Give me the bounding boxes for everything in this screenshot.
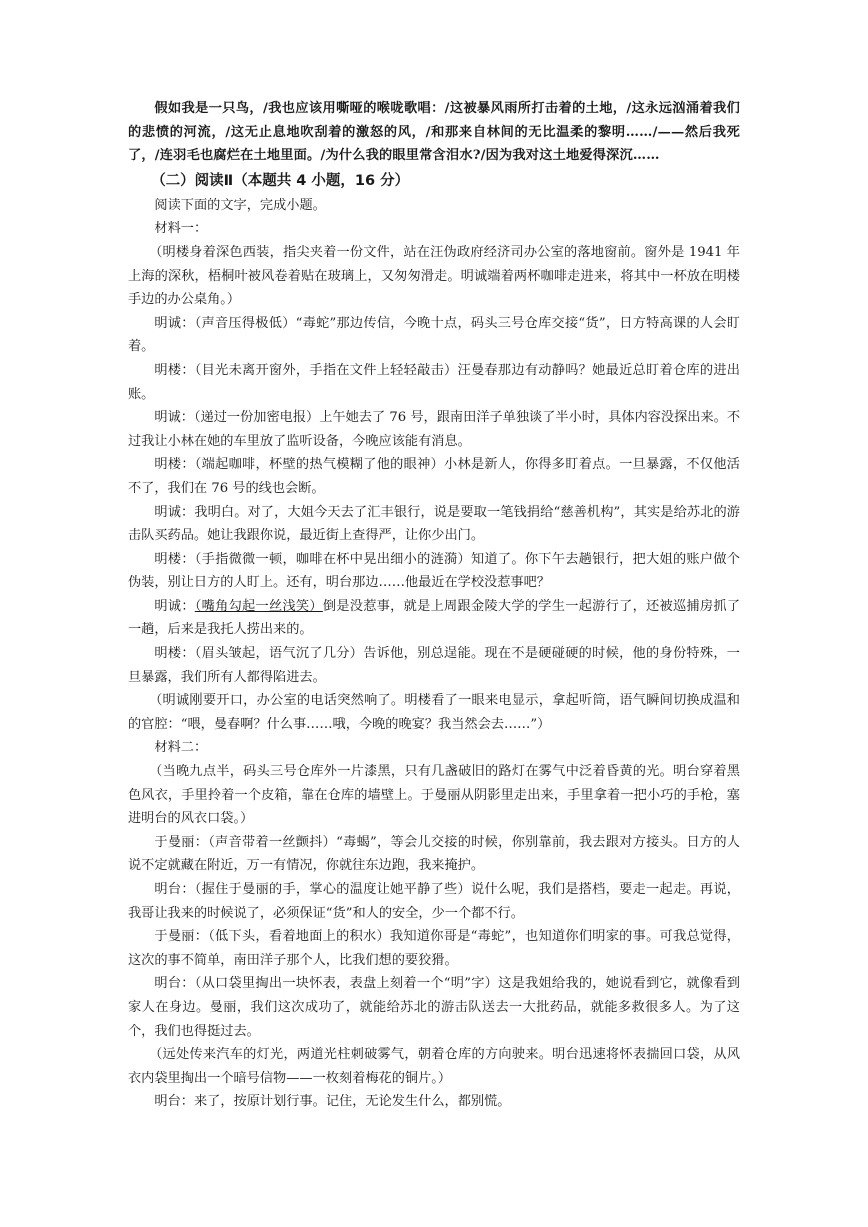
- document-page: [128, 97, 740, 1114]
- dialogue-line: 明楼：（端起咖啡，杯壁的热气模糊了他的眼神）小林是新人，你得多盯着点。一旦暴露，不仅他活不了，我们在 76 号的线也会断。: [128, 457, 740, 496]
- dialogue-line-underlined: [128, 595, 740, 642]
- dialogue-line: 于曼丽：（低下头，看着地面上的积水）我知道你哥是“毒蛇”，也知道你们明家的事。可我总觉得，这次的事不简单，南田洋子那个人，比我们想的要狡猾。: [128, 929, 740, 968]
- instruction: 阅读下面的文字，完成小题。: [154, 197, 326, 213]
- dialogue-line: 明诚：（递过一份加密电报）上午她去了 76 号，跟南田洋子单独谈了半小时，具体内容没探出来。不过我让小林在她的车里放了监听设备，今晚应该能有消息。: [128, 410, 741, 449]
- speaker: 明诚：: [154, 598, 195, 614]
- section-heading: （二）阅读Ⅱ（本题共 4 小题，16 分）: [151, 172, 410, 189]
- material1-label: 材料一：: [154, 221, 208, 237]
- dialogue-line: 明诚：（声音压得极低）“毒蛇”那边传信，今晚十点，码头三号仓库交接“货”，日方特高课的人会盯着。: [128, 315, 740, 355]
- material2-closing-direction: （远处传来汽车的灯光，两道光柱刺破雾气，朝着仓库的方向驶来。明台迅速将怀表揣回口袋，从风衣内袋里掏出一个暗号信物——一枚刻着梅花的铜片。）: [128, 1047, 740, 1086]
- dialogue-line: 明楼：（手指微微一顿，咖啡在杯中晃出细小的涟漪）知道了。你下午去趟银行，把大姐的账户做个伪装，别让日方的人盯上。还有，明台那边……他最近在学校没惹事吧？: [128, 551, 740, 591]
- dialogue-line: 明楼：（眉头皱起，语气沉了几分）告诉他，别总逞能。现在不是硬碰硬的时候，他的身份特殊，一旦暴露，我们所有人都得陷进去。: [128, 646, 740, 685]
- dialogue-line: 明台：（握住于曼丽的手，掌心的温度让她平静了些）说什么呢，我们是搭档，要走一起走。再说，我哥让我来的时候说了，必须保证“货”和人的安全，少一个都不行。: [128, 882, 740, 921]
- dialogue-line: 明诚：我明白。对了，大姐今天去了汇丰银行，说是要取一笔钱捐给“慈善机构”，其实是给苏北的游击队买药品。她让我跟你说，最近街上查得严，让你少出门。: [128, 504, 740, 544]
- dialogue-line: 于曼丽：（声音带着一丝颤抖）“毒蝎”，等会儿交接的时候，你别靠前，我去跟对方接头。日方的人说不定就藏在附近，万一有情况，你就往东边跑，我来掩护。: [128, 834, 740, 874]
- material2-label: 材料二：: [154, 740, 208, 756]
- underlined-stage-note: （嘴角勾起一丝浅笑）: [194, 598, 323, 614]
- dialogue-line: 明台：来了，按原计划行事。记住，无论发生什么，都别慌。: [154, 1094, 511, 1110]
- material1-stage-direction: （明楼身着深色西装，指尖夹着一份文件，站在汪伪政府经济司办公室的落地窗前。窗外是 1941 年上海的深秋，梧桐叶被风卷着贴在玻璃上，又匆匆滑走。明诚端着两杯咖啡走进来，将其中一杯放在明楼手边的办公桌角。）: [128, 244, 740, 308]
- dialogue-text: 倒是没惹事，就是上周跟金陵大学的学生一起游行了，还被巡捕房抓了一趟，后来是我托人捞出来的。: [128, 598, 741, 638]
- material2-stage-direction: （当晚九点半，码头三号仓库外一片漆黑，只有几盏破旧的路灯在雾气中泛着昏黄的光。明台穿着黑色风衣，手里拎着一个皮箱，靠在仓库的墙壁上。于曼丽从阴影里走出来，手里拿着一把小巧的手枪，塞进明台的风衣口袋。）: [128, 764, 740, 827]
- dialogue-line: 明楼：（目光未离开窗外，手指在文件上轻轻敲击）汪曼春那边有动静吗？她最近总盯着仓库的进出账。: [128, 362, 740, 402]
- poem-excerpt: 假如我是一只鸟，/我也应该用嘶哑的喉咙歌唱：/这被暴风雨所打击着的土地，/这永远汹涌着我们的悲愤的河流，/这无止息地吹刮着的激怒的风，/和那来自林间的无比温柔的黎明……/——然后我死了，/连羽毛也腐烂在土地里面。/为什么我的眼里常含泪水?/因为我对这土地爱得深沉……: [128, 101, 740, 164]
- material1-closing-direction: （明诚刚要开口，办公室的电话突然响了。明楼看了一眼来电显示，拿起听筒，语气瞬间切换成温和的官腔：“喂，曼春啊？什么事……哦，今晚的晚宴？我当然会去……”）: [128, 693, 740, 732]
- dialogue-line: 明台：（从口袋里掏出一块怀表，表盘上刻着一个“明”字）这是我姐给我的，她说看到它，就像看到家人在身边。曼丽，我们这次成功了，就能给苏北的游击队送去一大批药品，就能多救很多人。为了这个，我们也得挺过去。: [128, 976, 740, 1039]
